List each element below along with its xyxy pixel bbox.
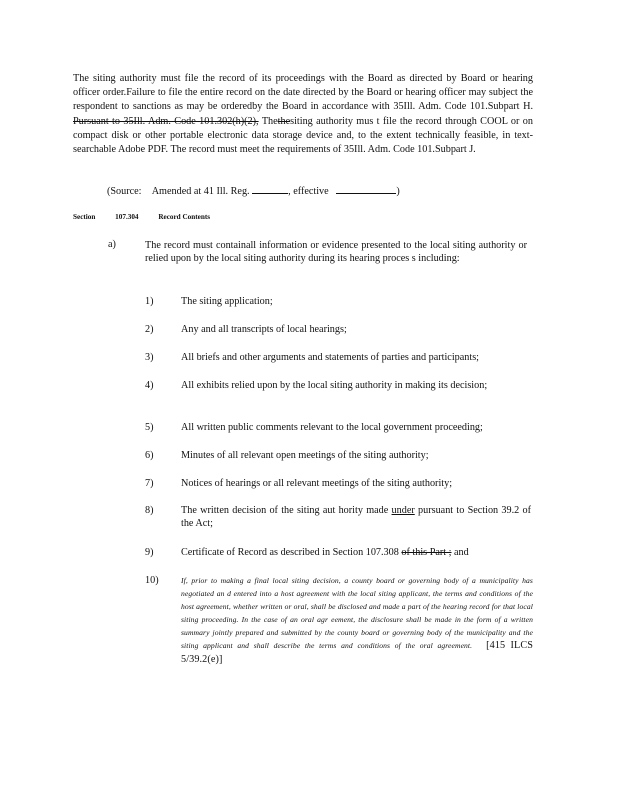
item-number: 10) xyxy=(145,575,159,586)
item-8-underlined: under xyxy=(391,505,415,516)
subsection-a-text: The record must containall information or evidence presented to the local siting authority or relied upon by the local siting authority during its hearing proces s including: xyxy=(145,240,527,265)
source-blank-date xyxy=(336,183,396,194)
item-number: 6) xyxy=(145,450,154,461)
item-10-citation: [415 ILCS 5/39.2(e)] xyxy=(181,640,533,665)
source-amended: Amended at 41 Ill. Reg. xyxy=(151,186,250,197)
item-number: 4) xyxy=(145,380,154,391)
item-number: 2) xyxy=(145,324,154,335)
item-text xyxy=(181,574,533,666)
item-text: Notices of hearings or all relevant meetings of the siting authority; xyxy=(181,478,453,489)
source-blank-reg xyxy=(252,183,288,194)
intro-paragraph xyxy=(73,72,533,157)
intro-struck-text-2: the xyxy=(277,115,291,127)
item-text: The siting application; xyxy=(181,296,273,307)
item-number: 3) xyxy=(145,352,154,363)
item-text: All written public comments relevant to the local government proceeding; xyxy=(181,422,483,433)
section-heading xyxy=(73,213,228,221)
item-9-struck: of this Part ; xyxy=(401,547,452,558)
item-8-text-a: The written decision of the siting aut hority made xyxy=(181,505,389,516)
source-note xyxy=(107,183,400,197)
item-number: 1) xyxy=(145,296,154,307)
subsection-a-label: a) xyxy=(108,239,116,250)
intro-text-2-rest: siting authority mus t file the record through COOL or on compact disk or other portable electronic data storage device and, to the extent technically feasible, in text-searchable Adobe PDF. The record must meet the requirements of 35Ill. Adm. Code 101.Subpart J. xyxy=(73,115,533,156)
item-text: Minutes of all relevant open meetings of the siting authority; xyxy=(181,450,429,461)
item-number: 8) xyxy=(145,505,154,516)
section-number: 107.304 xyxy=(115,213,139,221)
item-number: 9) xyxy=(145,547,154,558)
section-title: Record Contents xyxy=(158,213,211,221)
item-text xyxy=(181,546,531,559)
item-text: Any and all transcripts of local hearings; xyxy=(181,324,347,335)
intro-text-1: The siting authority must file the record of its proceedings with the Board as directed by Board or hearing officer order.Failure to file the entire record on the date directed by the Board or hearing officer may subject the respondent to sanctions as may be orderedby the Board in accordance with 35Ill. Adm. Code 101.Subpart H. xyxy=(73,73,533,113)
source-prefix: (Source: xyxy=(107,186,142,197)
source-effective: , effective xyxy=(288,186,329,197)
item-text: All exhibits relied upon by the local siting authority in making its decision; xyxy=(181,380,488,391)
item-text xyxy=(181,504,531,531)
source-suffix: ) xyxy=(396,186,400,197)
item-number: 5) xyxy=(145,422,154,433)
item-9-text-b: and xyxy=(454,547,469,558)
intro-struck-text-1: Pursuant to 35Ill. Adm. Code 101.302(h)(2), xyxy=(73,115,259,127)
intro-text-2-start: The xyxy=(261,115,278,127)
item-text: All briefs and other arguments and statements of parties and participants; xyxy=(181,352,479,363)
item-9-text-a: Certificate of Record as described in Section 107.308 xyxy=(181,547,399,558)
item-10-text: If, prior to making a final local siting decision, a county board or governing body of a municipality has negotiated an d entered into a host agreement with the local siting applicant, the terms and conditions of the host agreement, whether written or oral, shall be disclosed and made a part of the hearing record for that local siting proceeding. In the case of an oral agr eement, the disclosure shall be made in the form of a written summary jointly prepared and submitted by the county board or governing body of the municipality and the siting applicant and shall describe the terms and conditions of the oral agreement. xyxy=(181,576,533,651)
item-8-text-b: pursuant to Section 39.2 of the Act; xyxy=(181,505,532,530)
section-label: Section xyxy=(73,213,96,221)
item-number: 7) xyxy=(145,478,154,489)
